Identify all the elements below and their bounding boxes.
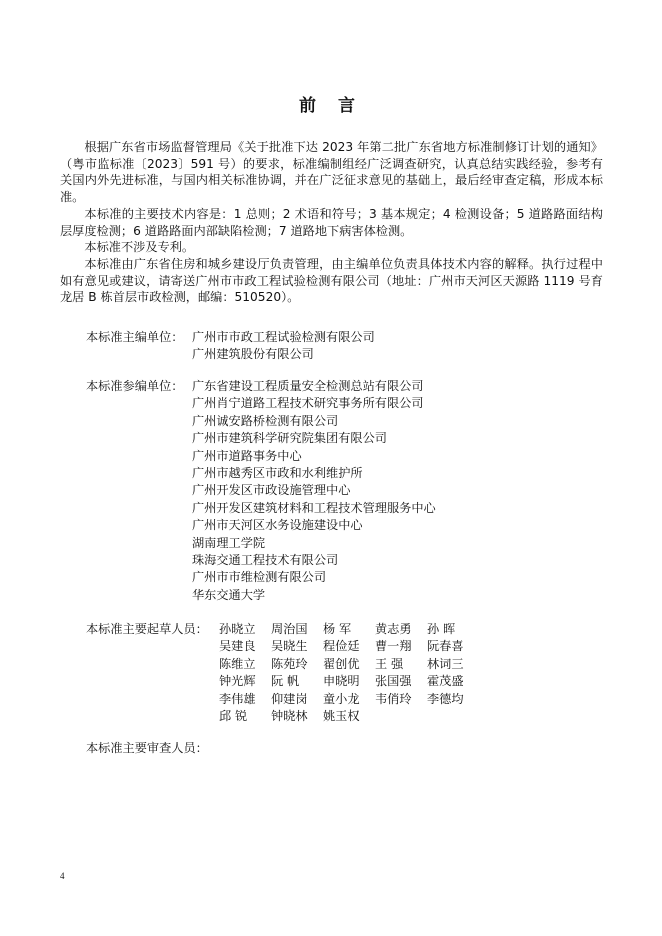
preface-paragraph: 根据广东省市场监督管理局《关于批准下达 2023 年第二批广东省地方标准制修订计划的通知》（粤市监标准〔2023〕591 号）的要求，标准编制组经广泛调查研究，认真总结实践经验，参考有关国内外先进标准，与国内相关标准协调，并在广泛征求意见的基础上，最后经审查定稿，形成本标准。 (60, 140, 603, 205)
participant-unit: 广州肖宁道路工程技术研究事务所有限公司 (192, 396, 424, 411)
drafter-name: 申晓明 (323, 674, 360, 689)
participant-section (86, 378, 436, 604)
drafter-name: 周治国 (271, 622, 308, 636)
page-number: 4 (60, 871, 65, 881)
drafter-name: 林词三 (427, 656, 464, 671)
drafter-name: 韦俏玲 (375, 691, 412, 706)
drafter-name: 姚玉权 (323, 709, 360, 724)
preface-paragraph: 本标准的主要技术内容是：1 总则；2 术语和符号；3 基本规定；4 检测设备；5 道路路面结构层厚度检测；6 道路路面内部缺陷检测；7 道路地下病害体检测。 (60, 206, 603, 238)
drafter-name: 杨 军 (323, 622, 352, 636)
drafter-name: 仰建岗 (271, 691, 308, 706)
participant-unit: 广州市越秀区市政和水利维护所 (192, 466, 363, 481)
drafter-name: 吴晓生 (271, 639, 308, 654)
chief-editor-unit: 广州市市政工程试验检测有限公司 (192, 330, 375, 344)
drafter-row (219, 638, 479, 655)
drafter-name: 黄志勇 (375, 622, 412, 636)
drafter-section (86, 621, 479, 725)
chief-editor-unit: 广州建筑股份有限公司 (192, 347, 314, 362)
drafter-name: 邱 锐 (219, 709, 248, 724)
drafter-name: 童小龙 (323, 691, 360, 706)
drafter-row (219, 691, 479, 708)
drafter-name: 陈苑玲 (271, 656, 308, 671)
participant-unit: 广州市道路事务中心 (192, 448, 302, 463)
drafter-name: 张国强 (375, 674, 412, 689)
chief-editor-label: 本标准主编单位： (86, 330, 184, 344)
participant-unit: 湖南理工学院 (192, 535, 266, 550)
drafter-name: 翟创优 (323, 656, 360, 671)
drafter-name: 王 强 (375, 656, 404, 671)
drafter-row (219, 621, 479, 638)
preface-paragraph: 本标准由广东省住房和城乡建设厅负责管理，由主编单位负责具体技术内容的解释。执行过程中如有意见或建议，请寄送广州市市政工程试验检测有限公司（地址：广州市天河区天源路 1119 号育龙居 B 栋首层市政检测，邮编：510520）。 (60, 256, 603, 305)
participant-list (192, 378, 436, 604)
drafter-name: 李德均 (427, 691, 464, 706)
chief-editor-section (86, 329, 375, 364)
preface-paragraph: 本标准不涉及专利。 (84, 240, 195, 255)
participant-unit: 广州市市维检测有限公司 (192, 570, 327, 585)
drafter-name: 孙 晖 (427, 622, 456, 636)
page-title: 前 言 (299, 96, 363, 116)
participant-unit: 广州开发区市政设施管理中心 (192, 483, 351, 498)
drafter-name: 吴建良 (219, 639, 256, 654)
drafter-row (219, 673, 479, 690)
drafter-row (219, 656, 479, 673)
chief-editor-list (192, 329, 375, 364)
participant-unit: 华东交通大学 (192, 587, 266, 602)
drafter-name: 李伟雄 (219, 691, 256, 706)
drafter-name: 曹一翔 (375, 639, 412, 654)
drafter-name: 程俭廷 (323, 639, 360, 654)
participant-unit: 广东省建设工程质量安全检测总站有限公司 (192, 379, 424, 393)
participant-label: 本标准参编单位： (86, 379, 184, 393)
drafter-name: 钟晓林 (271, 709, 308, 724)
drafter-name: 霍茂盛 (427, 674, 464, 689)
drafter-name: 陈维立 (219, 656, 256, 671)
participant-unit: 广州市建筑科学研究院集团有限公司 (192, 431, 387, 446)
drafter-name: 阮 帆 (271, 674, 300, 689)
participant-unit: 广州诚安路桥检测有限公司 (192, 413, 339, 428)
drafter-names (219, 621, 479, 725)
participant-unit: 珠海交通工程技术有限公司 (192, 553, 339, 568)
drafter-row (219, 708, 479, 725)
reviewer-label: 本标准主要审查人员： (86, 741, 208, 755)
drafter-name: 阮春喜 (427, 639, 464, 654)
participant-unit: 广州市天河区水务设施建设中心 (192, 518, 363, 533)
reviewer-section (86, 740, 208, 757)
drafter-name: 孙晓立 (219, 622, 256, 636)
drafter-label: 本标准主要起草人员： (86, 622, 208, 636)
participant-unit: 广州开发区建筑材料和工程技术管理服务中心 (192, 500, 436, 515)
preface-body (60, 139, 603, 306)
drafter-name: 钟光辉 (219, 674, 256, 689)
